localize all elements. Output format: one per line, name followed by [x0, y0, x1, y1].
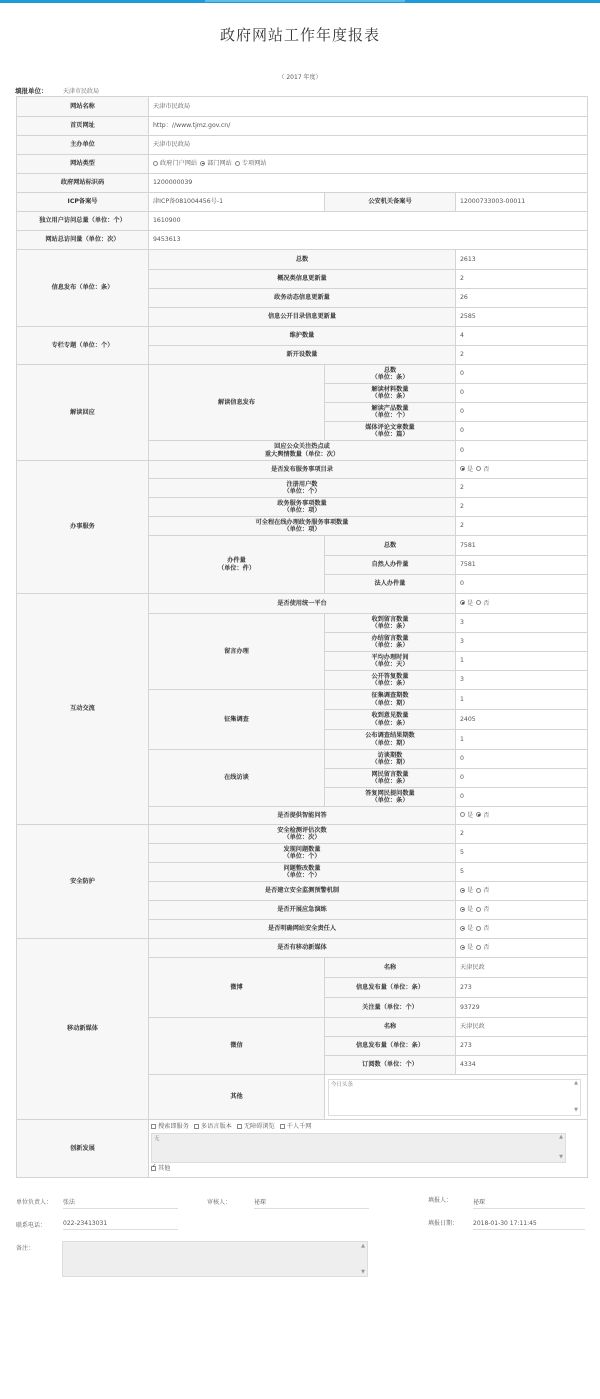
weixin-sub-label: 名称 [325, 1018, 456, 1037]
innovate-option-label: 多语言版本 [200, 1123, 232, 1130]
survey-sub-l1: 征集调查期数 [371, 692, 409, 700]
radio-option[interactable] [460, 944, 473, 951]
info-pub-label: 信息公开目录信息更新量 [149, 308, 456, 327]
site-name-value[interactable]: 天津市民政局 [149, 97, 588, 117]
service-label-l2: （单位：个） [283, 488, 321, 495]
radio-option-label: 否 [483, 925, 490, 933]
service-label-l1: 注册用户数 [286, 480, 318, 488]
radio-option-label: 是 [467, 465, 474, 473]
radio-icon[interactable] [476, 945, 481, 950]
weixin-sub-label: 订阅数（单位：个） [325, 1056, 456, 1075]
info-pub-value[interactable]: 2585 [456, 308, 588, 327]
interpret-label [325, 384, 456, 403]
innovate-row [17, 1120, 588, 1178]
service-label-l2: （单位：项） [283, 507, 321, 514]
mobile-has-label: 是否有移动新媒体 [149, 939, 456, 958]
radio-icon[interactable] [153, 161, 158, 166]
radio-option[interactable] [460, 466, 473, 473]
radio-icon[interactable] [476, 600, 481, 605]
security-radio-label: 是否明确网站安全责任人 [149, 920, 456, 939]
radio-checked-icon[interactable] [460, 945, 465, 950]
security-label [149, 863, 456, 882]
service-catalog-options [456, 461, 588, 479]
police-record-value[interactable]: 12000733003-00011 [456, 193, 588, 212]
checkbox-icon[interactable] [280, 1124, 285, 1129]
smart-qa-label: 是否提供智能问答 [149, 807, 456, 825]
security-radio-options [456, 920, 588, 939]
message-sub-label [325, 671, 456, 690]
message-value[interactable]: 3 [456, 614, 588, 633]
online-sub-l2: （单位：条） [371, 778, 409, 785]
icp-value[interactable]: 津ICP备081004456号-1 [149, 193, 325, 212]
radio-checked-icon[interactable] [200, 161, 205, 166]
interpret-label-l2: （单位：篇） [371, 431, 409, 438]
radio-option[interactable] [460, 925, 473, 932]
message-sub-l2: （单位：条） [371, 642, 409, 649]
online-value[interactable]: 0 [456, 750, 588, 769]
innovate-option[interactable] [237, 1123, 275, 1130]
security-label-l1: 安全检测评估次数 [277, 826, 327, 834]
respond-label-l1: 回应公众关注热点或 [274, 443, 330, 451]
weibo-label: 微博 [149, 958, 325, 1018]
innovate-other-label: 其他 [158, 1165, 171, 1173]
radio-option[interactable] [476, 906, 489, 913]
innovate-options [151, 1123, 585, 1130]
service-label-l1: 可全程在线办理政务服务事项数量 [255, 518, 349, 526]
radio-option[interactable] [476, 925, 489, 932]
service-value[interactable]: 2 [456, 517, 588, 536]
security-label [149, 844, 456, 863]
innovate-other[interactable] [151, 1165, 585, 1172]
online-sub-l1: 访谈期数 [377, 751, 403, 759]
radio-checked-icon[interactable] [460, 907, 465, 912]
scroll-down-icon[interactable]: ▼ [574, 1106, 579, 1113]
radio-icon[interactable] [476, 907, 481, 912]
message-sub-l2: （单位：条） [371, 680, 409, 687]
radio-icon[interactable] [476, 466, 481, 471]
message-sub-l2: （单位：条） [371, 623, 409, 630]
info-pub-label: 总数 [149, 250, 456, 270]
radio-option-label: 是 [467, 925, 474, 933]
radio-option[interactable] [235, 160, 267, 167]
interpret-label-l1: 解读材料数量 [371, 385, 409, 393]
cases-label-l2: （单位：件） [217, 564, 256, 572]
row-site-name [17, 97, 588, 117]
innovate-option-label: 搜索即服务 [158, 1123, 189, 1130]
message-sub-l2: （单位：天） [371, 661, 409, 668]
survey-sub-l2: （单位：期） [371, 699, 409, 707]
checkbox-icon[interactable] [151, 1124, 156, 1129]
interpret-sub-label: 解读信息发布 [149, 365, 325, 441]
filler-value[interactable]: 祕琛 [473, 1197, 585, 1209]
radio-icon[interactable] [476, 888, 481, 893]
interpret-row [17, 365, 588, 384]
security-value[interactable]: 2 [456, 825, 588, 844]
pv-label: 网站总访问量（单位：次） [17, 231, 149, 250]
radio-icon[interactable] [235, 161, 240, 166]
row-home-url [17, 117, 588, 136]
cases-sub-label: 自然人办件量 [325, 556, 456, 575]
scroll-up-icon[interactable]: ▲ [361, 1243, 365, 1249]
interpret-value[interactable]: 0 [456, 422, 588, 441]
security-value[interactable]: 5 [456, 863, 588, 882]
remark-label: 备注： [16, 1245, 35, 1252]
interpret-value[interactable]: 0 [456, 365, 588, 384]
leader-value[interactable]: 张法 [63, 1197, 178, 1209]
interpret-label-l2: （单位：条） [371, 374, 409, 381]
weibo-sub-label: 名称 [325, 958, 456, 978]
top-accent-tab [205, 0, 405, 2]
weibo-value[interactable]: 93729 [456, 998, 588, 1018]
radio-option[interactable] [460, 600, 473, 607]
uv-label: 独立用户访问总量（单位：个） [17, 212, 149, 231]
radio-checked-icon[interactable] [460, 600, 465, 605]
security-label [149, 825, 456, 844]
radio-checked-icon[interactable] [460, 926, 465, 931]
info-pub-row [17, 250, 588, 270]
service-section-label: 办事服务 [17, 461, 149, 594]
checkbox-checked-icon[interactable] [151, 1166, 156, 1171]
online-sub-label [325, 769, 456, 788]
columns-value[interactable]: 4 [456, 327, 588, 346]
remark-textarea[interactable] [62, 1241, 368, 1277]
radio-option-label: 是 [467, 887, 474, 895]
innovate-option-label: 千人千网 [286, 1123, 312, 1130]
innovate-cell [149, 1120, 588, 1178]
service-label-l2: （单位：项） [283, 526, 321, 533]
scroll-up-icon[interactable]: ▲ [574, 1079, 579, 1086]
uv-value[interactable]: 1610900 [149, 212, 588, 231]
radio-option[interactable] [153, 160, 197, 167]
reviewer-label: 审核人： [207, 1199, 232, 1206]
message-value[interactable]: 3 [456, 671, 588, 690]
scroll-down-icon[interactable]: ▼ [559, 1154, 563, 1161]
radio-option-label: 是 [467, 906, 474, 914]
scroll-up-icon[interactable]: ▲ [559, 1134, 563, 1141]
row-icp [17, 193, 588, 212]
site-id-label: 政府网站标识码 [17, 174, 149, 193]
survey-value[interactable]: 2405 [456, 710, 588, 730]
interpret-label-l1: 解读产品数量 [371, 404, 409, 412]
interpret-value[interactable]: 0 [456, 403, 588, 422]
mobile-other-label: 其他 [149, 1075, 325, 1120]
mobile-other-textarea[interactable] [328, 1079, 581, 1116]
mobile-section-label: 移动新媒体 [17, 939, 149, 1120]
message-sub-label [325, 614, 456, 633]
online-sub-l2: （单位：期） [371, 759, 409, 766]
security-radio-options [456, 882, 588, 901]
survey-sub-l1: 收到意见数量 [371, 712, 409, 720]
online-sub-label [325, 750, 456, 769]
site-type-options [149, 155, 588, 174]
pv-value[interactable]: 9453613 [149, 231, 588, 250]
security-value[interactable]: 5 [456, 844, 588, 863]
columns-label: 维护数量 [149, 327, 456, 346]
weixin-value[interactable]: 4334 [456, 1056, 588, 1075]
cases-sub-label: 总数 [325, 536, 456, 556]
survey-label: 征集调查 [149, 690, 325, 750]
info-pub-label: 概况类信息更新量 [149, 270, 456, 289]
reviewer-value[interactable]: 祕琛 [254, 1197, 369, 1209]
columns-label: 新开设数量 [149, 346, 456, 365]
security-label-l1: 问题整改数量 [283, 864, 321, 872]
interpret-value[interactable]: 0 [456, 384, 588, 403]
message-value[interactable]: 1 [456, 652, 588, 671]
online-sub-label [325, 788, 456, 807]
radio-option[interactable] [460, 812, 473, 819]
security-radio-options [456, 901, 588, 920]
radio-option-label: 部门网站 [207, 160, 232, 168]
weibo-sub-label: 关注量（单位：个） [325, 998, 456, 1018]
phone-label: 联系电话： [16, 1222, 47, 1229]
online-value[interactable]: 0 [456, 788, 588, 807]
mobile-has-options [456, 939, 588, 958]
info-pub-section-label: 信息发布（单位：条） [17, 250, 149, 327]
radio-option[interactable] [476, 944, 489, 951]
checkbox-icon[interactable] [194, 1124, 199, 1129]
radio-option[interactable] [200, 160, 232, 167]
interpret-label-l2: （单位：个） [371, 412, 409, 419]
radio-option-label: 否 [483, 811, 490, 819]
row-site-id [17, 174, 588, 193]
mobile-other-text: 今日头条 [331, 1081, 354, 1088]
info-pub-label: 政务动态信息更新量 [149, 289, 456, 308]
date-label: 填报日期： [428, 1220, 459, 1227]
radio-option-label: 是 [467, 811, 474, 819]
phone-value[interactable]: 022-23413031 [63, 1220, 178, 1230]
service-label-l1: 政务服务事项数量 [277, 499, 327, 507]
radio-icon[interactable] [476, 926, 481, 931]
weibo-sub-label: 信息发布量（单位：条） [325, 978, 456, 998]
columns-row [17, 327, 588, 346]
message-label: 留言办理 [149, 614, 325, 690]
columns-section-label: 专栏专题（单位：个） [17, 327, 149, 365]
fill-unit-value[interactable]: 天津市民政局 [63, 86, 290, 97]
leader-label: 单位负责人： [16, 1199, 53, 1206]
interact-section-label: 互动交流 [17, 594, 149, 825]
site-type-label: 网站类型 [17, 155, 149, 174]
message-sub-l1: 收到留言数量 [371, 615, 409, 623]
scroll-down-icon[interactable]: ▼ [361, 1269, 365, 1275]
survey-sub-label [325, 710, 456, 730]
security-radio-label: 是否开展应急演练 [149, 901, 456, 920]
radio-checked-icon[interactable] [476, 812, 481, 817]
survey-value[interactable]: 1 [456, 690, 588, 710]
interpret-label [325, 422, 456, 441]
report-year: （ 2017 年度） [278, 74, 322, 81]
survey-value[interactable]: 1 [456, 730, 588, 750]
mobile-other-cell [325, 1075, 588, 1120]
smart-qa-options [456, 807, 588, 825]
service-label [149, 498, 456, 517]
interpret-section-label: 解读回应 [17, 365, 149, 461]
page-title: 政府网站工作年度报表 [219, 26, 380, 44]
police-record-label: 公安机关备案号 [325, 193, 456, 212]
info-pub-value[interactable]: 26 [456, 289, 588, 308]
radio-checked-icon[interactable] [460, 888, 465, 893]
platform-options [456, 594, 588, 614]
security-row [17, 825, 588, 844]
filler-label: 填报人： [428, 1197, 453, 1204]
service-value[interactable]: 2 [456, 498, 588, 517]
innovate-textarea[interactable] [151, 1133, 566, 1163]
info-pub-value[interactable]: 2613 [456, 250, 588, 270]
message-sub-label [325, 652, 456, 671]
report-table [16, 96, 588, 1178]
service-value[interactable]: 2 [456, 479, 588, 498]
home-url-label: 首页网址 [17, 117, 149, 136]
weixin-value[interactable]: 273 [456, 1037, 588, 1056]
survey-sub-l2: （单位：期） [371, 739, 409, 747]
weibo-value[interactable]: 天津民政 [456, 958, 588, 978]
interpret-label-l1: 总数 [383, 366, 397, 374]
cases-value[interactable]: 7581 [456, 536, 588, 556]
platform-row [17, 594, 588, 614]
survey-sub-label [325, 730, 456, 750]
radio-option-label: 否 [483, 599, 490, 607]
radio-option-label: 否 [483, 906, 490, 914]
info-pub-value[interactable]: 2 [456, 270, 588, 289]
cases-value[interactable]: 7581 [456, 556, 588, 575]
innovate-section-label: 创新发展 [17, 1120, 149, 1178]
host-unit-label: 主办单位 [17, 136, 149, 155]
service-label [149, 479, 456, 498]
interpret-label [325, 403, 456, 422]
online-sub-l2: （单位：条） [371, 797, 409, 804]
row-site-type [17, 155, 588, 174]
cases-label [149, 536, 325, 594]
cases-label-l1: 办件量 [227, 557, 246, 565]
survey-sub-l1: 公布调查结果期数 [365, 732, 415, 740]
radio-option[interactable] [476, 600, 489, 607]
service-catalog-label: 是否发布服务事项目录 [149, 461, 456, 479]
survey-sub-l2: （单位：条） [371, 719, 409, 727]
innovate-option[interactable] [151, 1123, 189, 1130]
online-sub-l1: 网民留言数量 [371, 770, 409, 778]
interpret-label [325, 365, 456, 384]
row-uv [17, 212, 588, 231]
platform-label: 是否使用统一平台 [149, 594, 456, 614]
respond-label-l2: 重大舆情数量（单位：次） [264, 450, 340, 458]
weibo-value[interactable]: 273 [456, 978, 588, 998]
site-name-label: 网站名称 [17, 97, 149, 117]
security-label-l1: 发现问题数量 [283, 845, 321, 853]
radio-option-label: 否 [483, 944, 490, 952]
icp-label: ICP备案号 [17, 193, 149, 212]
radio-option-label: 是 [467, 599, 474, 607]
online-sub-l1: 答复网民提问数量 [365, 789, 415, 797]
radio-option[interactable] [476, 887, 489, 894]
cases-value[interactable]: 0 [456, 575, 588, 594]
survey-sub-label [325, 690, 456, 710]
message-sub-label [325, 633, 456, 652]
innovate-option-label: 无障碍浏览 [243, 1123, 275, 1130]
security-label-l2: （单位：个） [283, 853, 321, 860]
radio-option-label: 专项网站 [241, 160, 267, 168]
weixin-label: 微信 [149, 1018, 325, 1075]
innovate-option[interactable] [280, 1123, 312, 1130]
radio-option[interactable] [476, 812, 489, 819]
online-label: 在线访谈 [149, 750, 325, 807]
mobile-has-row [17, 939, 588, 958]
weixin-value[interactable]: 天津民政 [456, 1018, 588, 1037]
innovate-text: 无 [154, 1136, 160, 1143]
message-sub-l1: 公开答复数量 [371, 672, 409, 680]
radio-checked-icon[interactable] [460, 466, 465, 471]
radio-option-label: 否 [483, 887, 490, 895]
row-host-unit [17, 136, 588, 155]
columns-value[interactable]: 2 [456, 346, 588, 365]
date-value[interactable]: 2018-01-30 17:11:45 [473, 1220, 585, 1230]
message-value[interactable]: 3 [456, 633, 588, 652]
security-radio-label: 是否建立安全监测预警机制 [149, 882, 456, 901]
online-value[interactable]: 0 [456, 769, 588, 788]
service-label [149, 517, 456, 536]
radio-icon[interactable] [460, 812, 465, 817]
fill-unit-label: 填报单位： [15, 87, 48, 95]
message-sub-l1: 平均办理时间 [371, 653, 409, 661]
home-url-value[interactable]: http：//www.tjmz.gov.cn/ [149, 117, 588, 136]
site-id-value[interactable]: 1200000039 [149, 174, 588, 193]
radio-option[interactable] [460, 906, 473, 913]
row-pv [17, 231, 588, 250]
security-label-l2: （单位：次） [283, 834, 321, 841]
radio-option-label: 政府门户网站 [160, 160, 198, 168]
radio-option[interactable] [460, 887, 473, 894]
radio-option-label: 否 [483, 465, 490, 473]
cases-sub-label: 法人办件量 [325, 575, 456, 594]
service-catalog-row [17, 461, 588, 479]
host-unit-value[interactable]: 天津市民政局 [149, 136, 588, 155]
radio-option[interactable] [476, 466, 489, 473]
respond-label [149, 441, 456, 461]
innovate-option[interactable] [194, 1123, 232, 1130]
weixin-sub-label: 信息发布量（单位：条） [325, 1037, 456, 1056]
radio-option-label: 是 [467, 944, 474, 952]
message-sub-l1: 办结留言数量 [371, 634, 409, 642]
respond-value[interactable]: 0 [456, 441, 588, 461]
security-label-l2: （单位：个） [283, 872, 321, 879]
interpret-label-l2: （单位：条） [371, 393, 409, 400]
security-section-label: 安全防护 [17, 825, 149, 939]
checkbox-icon[interactable] [237, 1124, 242, 1129]
interpret-label-l1: 媒体评论文章数量 [365, 423, 415, 431]
